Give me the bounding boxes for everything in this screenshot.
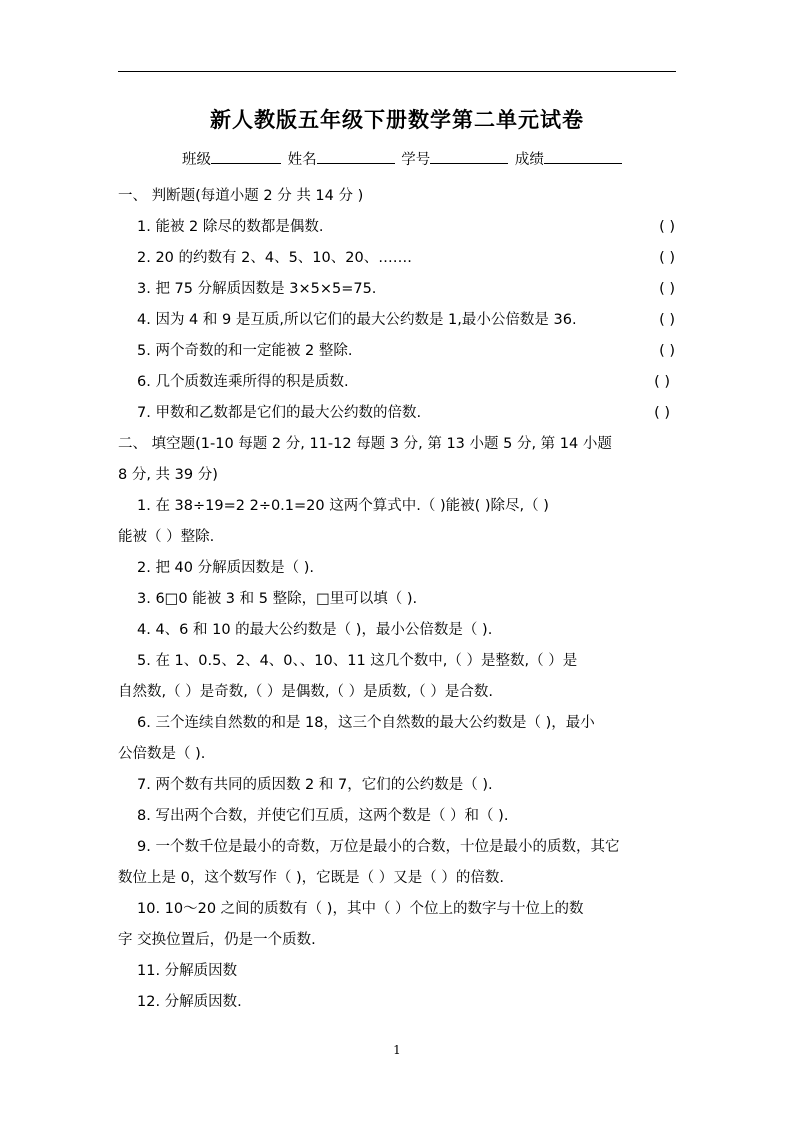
question-text: 2. 20 的约数有 2、4、5、10、20、……. bbox=[137, 250, 412, 266]
judgement-item-6 bbox=[118, 367, 678, 398]
answer-paren[interactable]: ( ) bbox=[654, 405, 670, 421]
judgement-item-2 bbox=[118, 243, 678, 274]
name-blank[interactable] bbox=[317, 149, 395, 164]
fill-question-line: 自然数,（ ）是奇数,（ ）是偶数,（ ）是质数,（ ）是合数. bbox=[118, 684, 493, 700]
answer-paren[interactable]: ( ) bbox=[654, 374, 670, 390]
answer-paren[interactable]: ( ) bbox=[659, 281, 675, 297]
fill-question-line: 2. 把 40 分解质因数是（ ). bbox=[137, 560, 314, 576]
question-text: 3. 把 75 分解质因数是 3×5×5=75. bbox=[137, 281, 377, 297]
judgement-item-5 bbox=[118, 336, 678, 367]
fill-question-line: 7. 两个数有共同的质因数 2 和 7，它们的公约数是（ ). bbox=[137, 777, 493, 793]
score-blank[interactable] bbox=[544, 149, 622, 164]
fill-question-line: 4. 4、6 和 10 的最大公约数是（ )，最小公倍数是（ ). bbox=[137, 622, 493, 638]
judgement-item-7 bbox=[118, 398, 678, 429]
page-title: 新人教版五年级下册数学第二单元试卷 bbox=[210, 107, 584, 132]
fill-question-line: 1. 在 38÷19=2 2÷0.1=20 这两个算式中.（ )能被( )除尽,（ ) bbox=[137, 498, 549, 514]
answer-paren[interactable]: ( ) bbox=[659, 219, 675, 235]
section2-heading: 二、 填空题(1-10 每题 2 分, 11-12 每题 3 分, 第 13 小题 5 分, 第 14 小题 bbox=[118, 436, 612, 452]
fill-question-line: 数位上是 0，这个数写作（ )，它既是（ ）又是（ ）的倍数. bbox=[118, 870, 504, 886]
fill-question-line: 8. 写出两个合数，并使它们互质，这两个数是（ ）和（ ). bbox=[137, 808, 509, 824]
class-blank[interactable] bbox=[211, 149, 281, 164]
question-text: 4. 因为 4 和 9 是互质,所以它们的最大公约数是 1,最小公倍数是 36. bbox=[137, 312, 577, 328]
question-text: 1. 能被 2 除尽的数都是偶数. bbox=[137, 219, 324, 235]
fill-question-line: 字 交换位置后，仍是一个质数. bbox=[118, 932, 316, 948]
fill-question-line: 3. 6□0 能被 3 和 5 整除，□里可以填（ ). bbox=[137, 591, 418, 607]
section2-heading-cont: 8 分, 共 39 分) bbox=[118, 467, 218, 483]
fill-question-line: 6. 三个连续自然数的和是 18，这三个自然数的最大公约数是（ )，最小 bbox=[137, 715, 595, 731]
section1-heading: 一、 判断题(每道小题 2 分 共 14 分 ) bbox=[118, 188, 364, 204]
id-label: 学号 bbox=[401, 152, 431, 168]
id-blank[interactable] bbox=[430, 149, 508, 164]
judgement-item-3 bbox=[118, 274, 678, 305]
fill-in-questions bbox=[118, 491, 678, 1018]
answer-paren[interactable]: ( ) bbox=[659, 312, 675, 328]
fill-question-line: 10. 10～20 之间的质数有（ )，其中（ ）个位上的数字与十位上的数 bbox=[137, 901, 584, 917]
fill-question-line: 9. 一个数千位是最小的奇数，万位是最小的合数，十位是最小的质数，其它 bbox=[137, 839, 620, 855]
page-number: 1 bbox=[393, 1043, 401, 1057]
student-info bbox=[182, 148, 624, 169]
judgement-item-4 bbox=[118, 305, 678, 336]
fill-question-line: 能被（ ）整除. bbox=[118, 529, 215, 545]
fill-question-line: 11. 分解质因数 bbox=[137, 963, 238, 979]
question-text: 5. 两个奇数的和一定能被 2 整除. bbox=[137, 343, 353, 359]
exam-content bbox=[118, 181, 678, 1018]
fill-question-line: 5. 在 1、0.5、2、4、0、、10、11 这几个数中,（ ）是整数,（ ）是 bbox=[137, 653, 578, 669]
answer-paren[interactable]: ( ) bbox=[659, 343, 675, 359]
fill-question-line: 12. 分解质因数. bbox=[137, 994, 242, 1010]
class-label: 班级 bbox=[182, 152, 211, 168]
fill-question-line: 公倍数是（ ). bbox=[118, 746, 206, 762]
question-text: 6. 几个质数连乘所得的积是质数. bbox=[137, 374, 349, 390]
score-label: 成绩 bbox=[514, 152, 544, 168]
judgement-item-1 bbox=[118, 212, 678, 243]
question-text: 7. 甲数和乙数都是它们的最大公约数的倍数. bbox=[137, 405, 422, 421]
top-rule bbox=[118, 71, 676, 72]
answer-paren[interactable]: ( ) bbox=[659, 250, 675, 266]
name-label: 姓名 bbox=[287, 152, 317, 168]
